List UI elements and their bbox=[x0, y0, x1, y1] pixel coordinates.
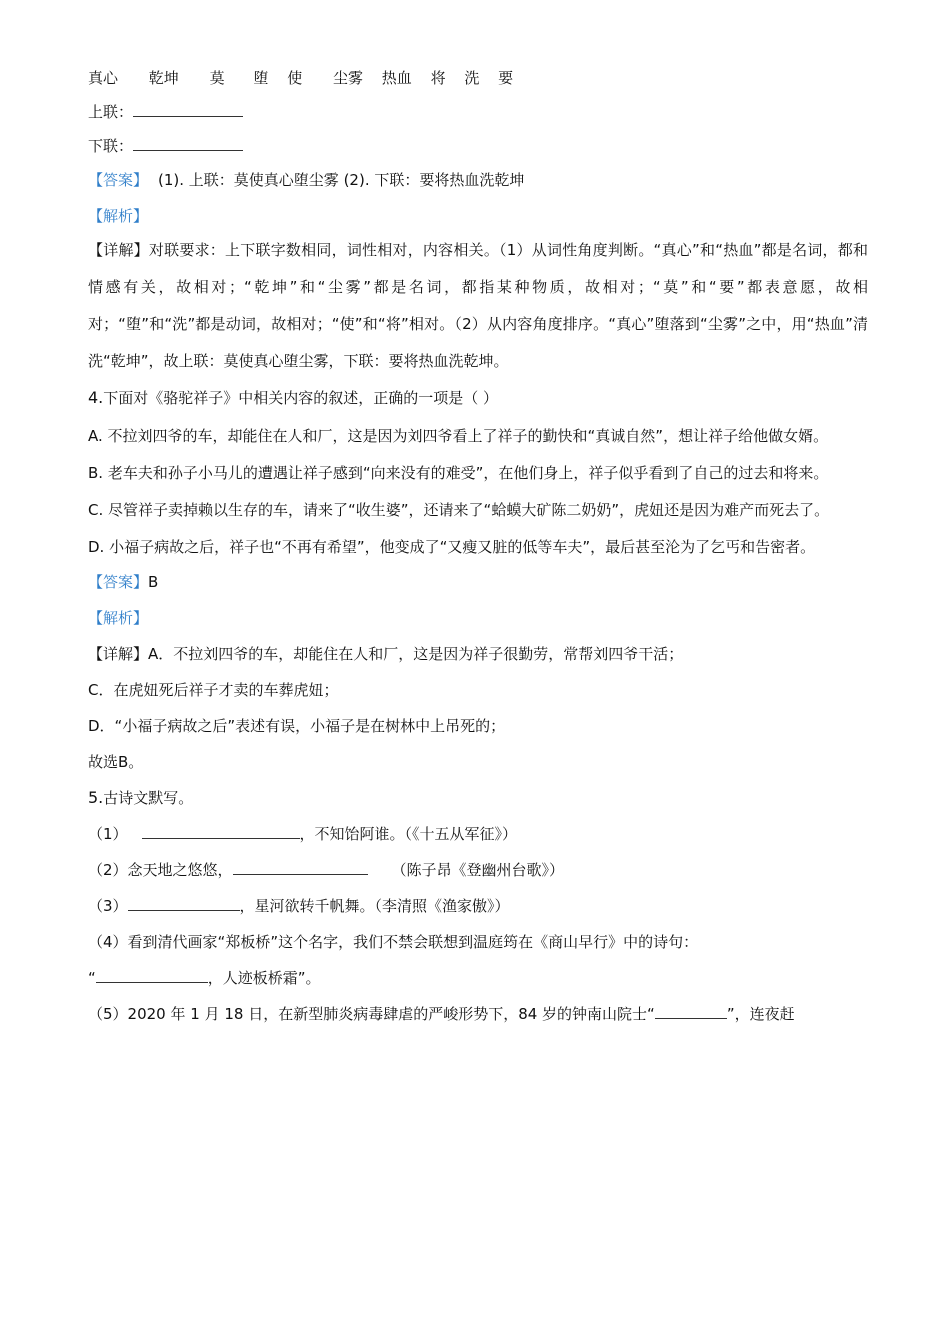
q4-detail-c-row bbox=[88, 680, 868, 700]
q3-answer-text: (1). 上联：莫使真心堕尘雾 (2). 下联：要将热血洗乾坤 bbox=[158, 171, 525, 189]
q5-item-2 bbox=[88, 860, 868, 880]
q4-stem: 下面对《骆驼祥子》中相关内容的叙述，正确的一项是（ ） bbox=[103, 389, 499, 407]
lower-couplet-row bbox=[88, 136, 868, 156]
q4-conclusion: 故选B。 bbox=[88, 753, 144, 771]
word: 洗 bbox=[464, 69, 480, 87]
question-number: 5. bbox=[88, 788, 104, 807]
word: 热血 bbox=[381, 69, 412, 87]
q4-option-a: A. 不拉刘四爷的车，却能住在人和厂，这是因为刘四爷看上了祥子的勤快和“真诚自然”，想让祥子给他做女婿。 bbox=[88, 427, 829, 445]
item-prefix: “ bbox=[88, 969, 96, 987]
q5-item-4 bbox=[88, 932, 868, 952]
q5-blank-3[interactable] bbox=[128, 896, 240, 911]
q4-conclusion-row bbox=[88, 752, 868, 772]
item-suffix: ，星河欲转千帆舞。（李清照《渔家傲》） bbox=[239, 897, 510, 915]
q5-item-3 bbox=[88, 896, 868, 916]
q4-option-d: D. 小福子病故之后，祥子也“不再有希望”，他变成了“又瘦又脏的低等车夫”，最后甚至沦为了乞丐和告密者。 bbox=[88, 538, 816, 556]
q4-answer-row bbox=[88, 572, 868, 592]
q3-answer-row bbox=[88, 170, 868, 190]
item-prefix: （3） bbox=[88, 897, 128, 915]
analysis-tag: 【解析】 bbox=[88, 207, 149, 225]
item-suffix: ，人迹板桥霜”。 bbox=[207, 969, 321, 987]
question-number: 4. bbox=[88, 388, 104, 407]
word: 将 bbox=[430, 69, 446, 87]
item-prefix: （2）念天地之悠悠， bbox=[88, 861, 233, 879]
upper-couplet-row bbox=[88, 102, 868, 122]
lower-couplet-label: 下联： bbox=[88, 137, 134, 155]
word: 使 bbox=[287, 69, 303, 87]
item-suffix: ”，连夜赶 bbox=[726, 1005, 795, 1023]
q3-detail-paragraph bbox=[88, 232, 868, 380]
q5-item-4b bbox=[88, 968, 868, 988]
item-prefix: （5）2020 年 1 月 18 日，在新型肺炎病毒肆虐的严峻形势下，84 岁的钟南山院士“ bbox=[88, 1005, 655, 1023]
document-page bbox=[88, 68, 868, 1024]
q4-analysis-row bbox=[88, 608, 868, 628]
q5-stem: 古诗文默写。 bbox=[103, 789, 194, 807]
q4-option-b: B. 老车夫和孙子小马儿的遭遇让祥子感到“向来没有的难受”，在他们身上，祥子似乎看到了自己的过去和将来。 bbox=[88, 464, 829, 482]
q4-option-c: C. 尽管祥子卖掉赖以生存的车，请来了“收生婆”，还请来了“蛤蟆大矿陈二奶奶”，虎妞还是因为难产而死去了。 bbox=[88, 501, 830, 519]
upper-couplet-blank[interactable] bbox=[133, 102, 243, 117]
q5-blank-4[interactable] bbox=[96, 968, 208, 983]
q4-detail-c: C．在虎妞死后祥子才卖的车葬虎妞； bbox=[88, 681, 339, 699]
answer-tag: 【答案】 bbox=[88, 171, 149, 189]
lower-couplet-blank[interactable] bbox=[133, 136, 243, 151]
detail-tag: 【详解】 bbox=[88, 645, 149, 663]
word: 真心 bbox=[88, 69, 119, 87]
q5-item-1 bbox=[88, 824, 868, 844]
item-prefix: （1） bbox=[88, 825, 128, 843]
q4-detail-a: A．不拉刘四爷的车，却能住在人和厂，这是因为祥子很勤劳，常帮刘四爷干活； bbox=[148, 645, 684, 663]
q4-detail-a-row bbox=[88, 644, 868, 664]
item-suffix: ，不知饴阿谁。（《十五从军征》） bbox=[299, 825, 518, 843]
q5-stem-row bbox=[88, 788, 868, 808]
word: 堕 bbox=[253, 69, 269, 87]
q5-item-5 bbox=[88, 1004, 868, 1024]
q3-detail-text: 对联要求：上下联字数相同，词性相对，内容相关。（1）从词性角度判断。“真心”和“热血”都是名词，都和情感有关，故相对；“乾坤”和“尘雾”都是名词，都指某种物质，故相对；“莫”和“要”都表意愿，故相对；“堕”和“洗”都是动词，故相对；“使”和“将”相对。（2）从内容角度排序。“真心”堕落到“尘雾”之中，用“热血”清洗“乾坤”，故上联：莫使真心堕尘雾，下联：要将热血洗乾坤。 bbox=[88, 241, 868, 370]
item-text: （4）看到清代画家“郑板桥”这个名字，我们不禁会联想到温庭筠在《商山早行》中的诗句： bbox=[88, 933, 699, 951]
q3-analysis-row bbox=[88, 206, 868, 226]
q4-detail-d-row bbox=[88, 716, 868, 736]
word: 尘雾 bbox=[332, 69, 363, 87]
word: 乾坤 bbox=[148, 69, 179, 87]
q5-blank-1[interactable] bbox=[142, 824, 300, 839]
analysis-tag: 【解析】 bbox=[88, 609, 149, 627]
upper-couplet-label: 上联： bbox=[88, 103, 134, 121]
q5-blank-2[interactable] bbox=[233, 860, 368, 875]
word: 要 bbox=[498, 69, 514, 87]
word: 莫 bbox=[209, 69, 225, 87]
q4-stem-row bbox=[88, 388, 868, 408]
item-suffix: （陈子昂《登幽州台歌》） bbox=[391, 861, 565, 879]
answer-tag: 【答案】 bbox=[88, 573, 149, 591]
q4-detail-d: D．“小福子病故之后”表述有误，小福子是在树林中上吊死的； bbox=[88, 717, 506, 735]
detail-tag: 【详解】 bbox=[88, 241, 149, 259]
word-bank bbox=[88, 68, 868, 88]
q5-blank-5[interactable] bbox=[655, 1004, 727, 1019]
q4-answer-text: B bbox=[148, 573, 159, 591]
